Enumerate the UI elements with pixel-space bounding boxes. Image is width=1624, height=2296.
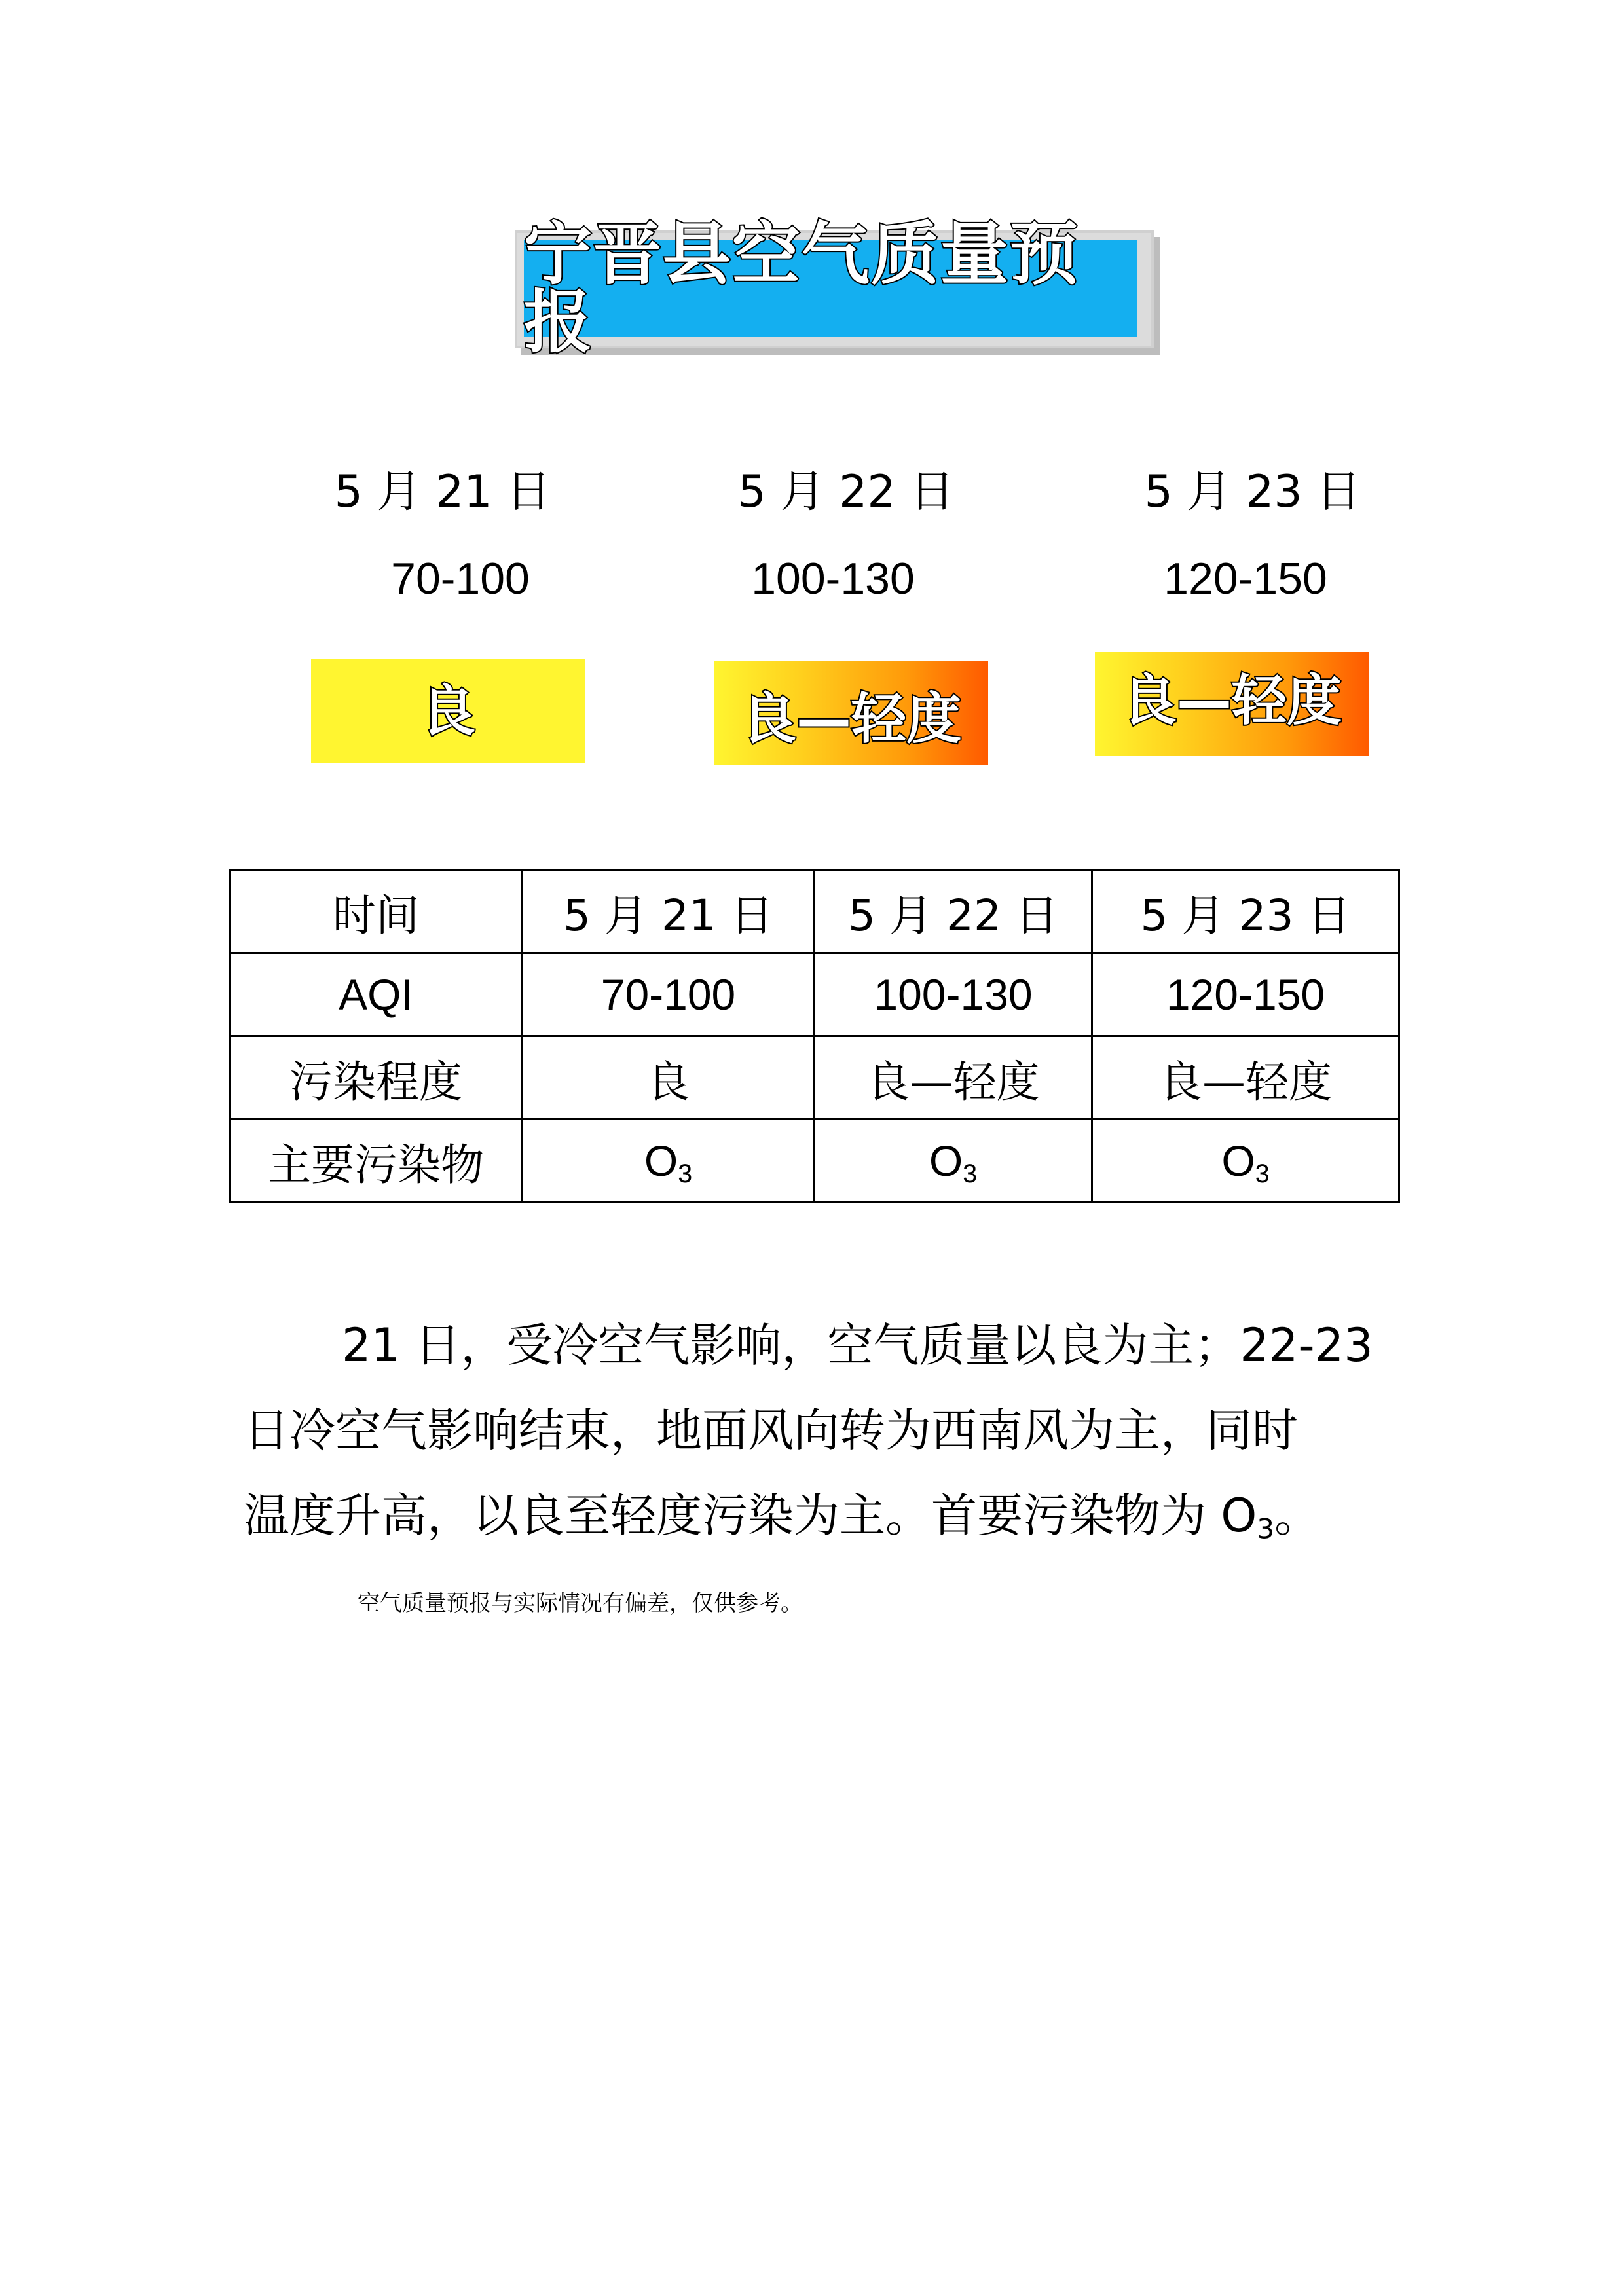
summary-line-2: 日冷空气影响结束，地面风向转为西南风为主，同时 (244, 1404, 1298, 1457)
disclaimer-note: 空气质量预报与实际情况有偏差，仅供参考。 (358, 1590, 803, 1616)
summary-line-1: 21 日，受冷空气影响，空气质量以良为主；22-23 (342, 1319, 1373, 1372)
level-badge-text-2: 良—轻度 (741, 687, 961, 751)
forecast-aqi-1: 70-100 (391, 554, 530, 604)
forecast-date-2: 5 月 22 日 (737, 466, 955, 518)
summary-line-3-sub: 3 (1257, 1512, 1275, 1545)
pollutant-sub: 3 (1255, 1159, 1270, 1188)
table-level-1: 良 (523, 1036, 815, 1120)
pollutant-base: O (1221, 1137, 1255, 1185)
table-row-time (230, 870, 1399, 953)
level-badge-1 (311, 659, 585, 763)
table-pollutant-2 (815, 1120, 1092, 1203)
title-banner (515, 214, 1154, 362)
table-date-2: 5 月 22 日 (815, 870, 1092, 953)
row-header-level: 污染程度 (230, 1036, 523, 1120)
table-date-3: 5 月 23 日 (1092, 870, 1399, 953)
summary-line-3-end: 。 (1274, 1489, 1321, 1542)
table-aqi-1: 70-100 (523, 953, 815, 1036)
table-level-3: 良—轻度 (1092, 1036, 1399, 1120)
table-aqi-2: 100-130 (815, 953, 1092, 1036)
table-aqi-3: 120-150 (1092, 953, 1399, 1036)
table-row-aqi (230, 953, 1399, 1036)
table-pollutant-3 (1092, 1120, 1399, 1203)
pollutant-base: O (929, 1137, 963, 1185)
table-level-2: 良—轻度 (815, 1036, 1092, 1120)
pollutant-sub: 3 (678, 1159, 693, 1188)
row-header-aqi: AQI (230, 953, 523, 1036)
summary-line-3 (244, 1473, 1370, 1558)
level-badge-text-1: 良 (420, 679, 475, 743)
row-header-time: 时间 (230, 870, 523, 953)
level-badge-3 (1095, 652, 1369, 756)
forecast-date-1: 5 月 21 日 (334, 466, 551, 518)
table-row-level (230, 1036, 1399, 1120)
summary-line-3-main: 温度升高，以良至轻度污染为主。首要污染物为 O (244, 1489, 1257, 1542)
forecast-aqi-2: 100-130 (751, 554, 915, 604)
aqi-table (229, 869, 1400, 1203)
table-row-pollutant (230, 1120, 1399, 1203)
forecast-aqi-3: 120-150 (1164, 554, 1327, 604)
table-pollutant-1 (523, 1120, 815, 1203)
level-badge-text-3: 良—轻度 (1121, 668, 1342, 733)
row-header-pollutant: 主要污染物 (230, 1120, 523, 1203)
level-badge-2 (714, 661, 988, 765)
title-box (524, 214, 1137, 362)
forecast-date-3: 5 月 23 日 (1144, 466, 1361, 518)
summary-paragraph (244, 1303, 1373, 1558)
pollutant-sub: 3 (963, 1159, 978, 1188)
table-date-1: 5 月 21 日 (523, 870, 815, 953)
pollutant-base: O (644, 1137, 678, 1185)
page-title: 宁晋县空气质量预报 (524, 214, 1080, 362)
